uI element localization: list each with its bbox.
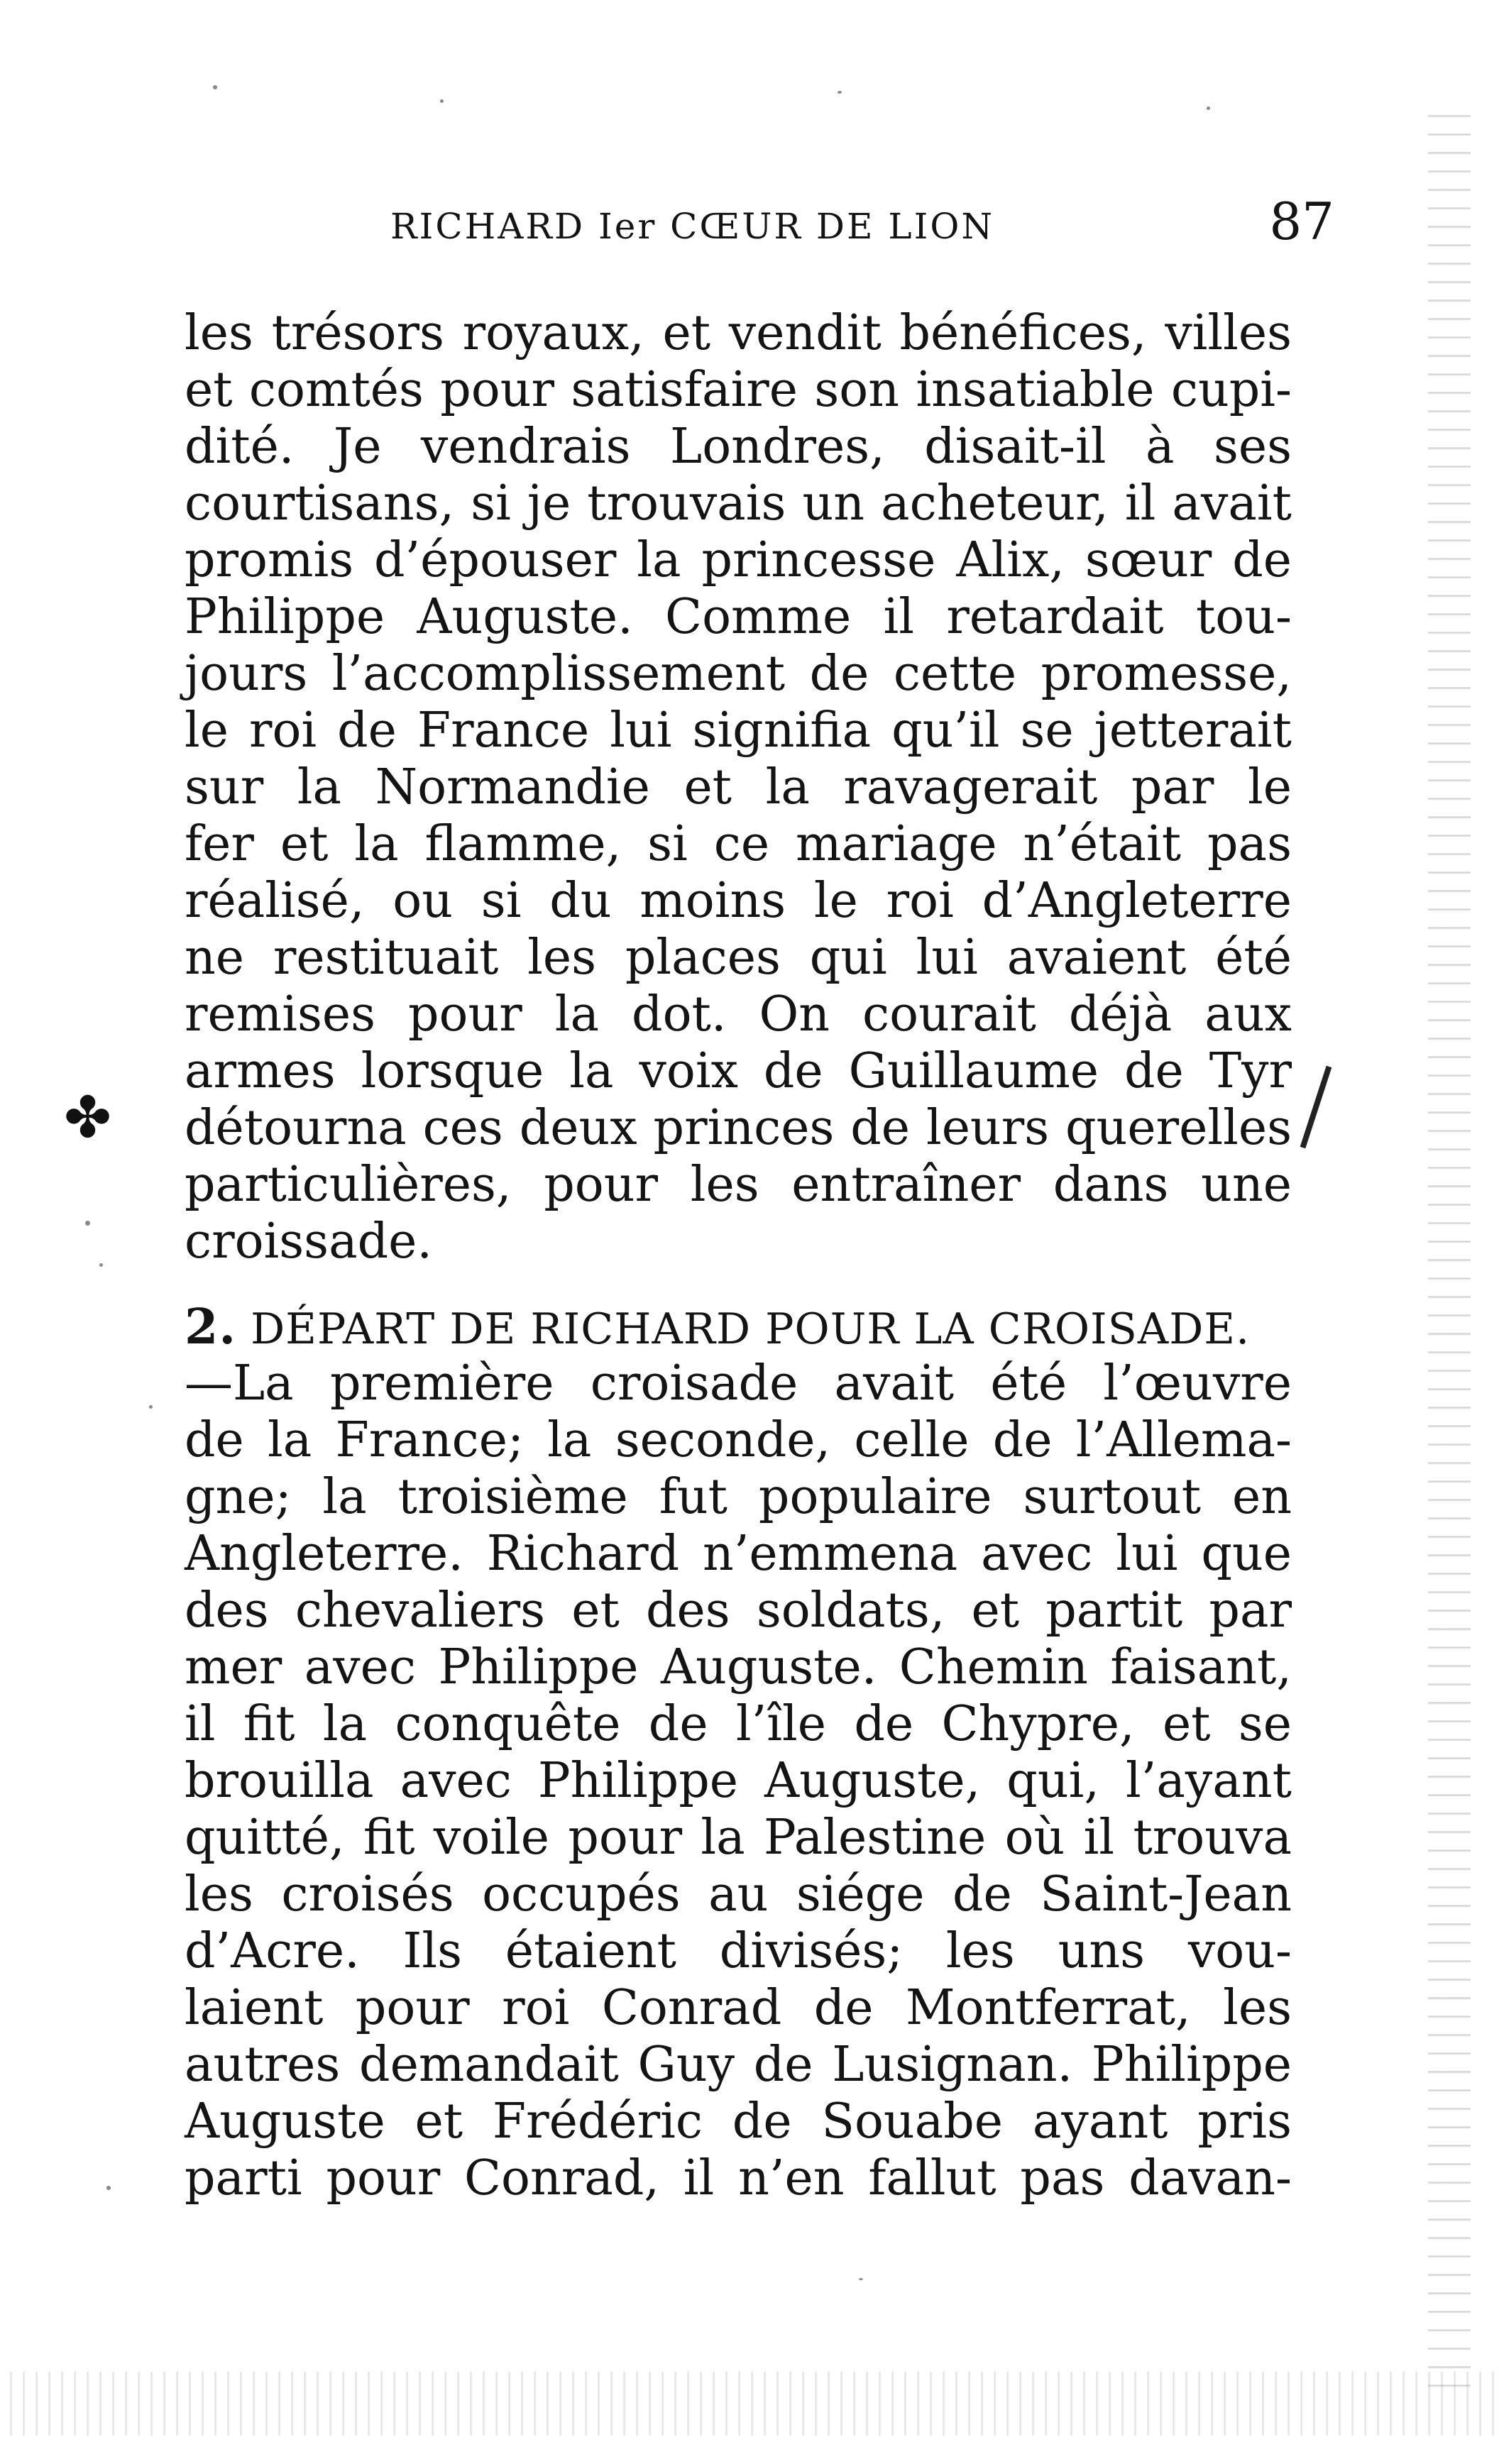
section-number: 2. [185, 1299, 236, 1355]
section-heading [185, 1299, 1292, 1355]
running-title: RICHARD Ier CŒUR DE LION [390, 206, 995, 247]
text-line: d’Acre. Ils étaient divisés; les uns vou- [185, 1923, 1292, 1979]
text-line: détourna ces deux princes de leurs querelles [185, 1100, 1292, 1156]
text-line: fer et la flamme, si ce mariage n’était pas [185, 816, 1292, 872]
text-line: remises pour la dot. On courait déjà aux [185, 986, 1292, 1043]
text-line: courtisans, si je trouvais un acheteur, il avait [185, 475, 1292, 532]
speckle [85, 1221, 90, 1226]
text-line: ne restituait les places qui lui avaient été [185, 930, 1292, 986]
speckle [213, 85, 217, 89]
speckle [440, 99, 444, 103]
page-number: 87 [1269, 192, 1334, 251]
text-line: le roi de France lui signifia qu’il se jetterait [185, 703, 1292, 759]
text-line: Auguste et Frédéric de Souabe ayant pris [185, 2094, 1292, 2150]
text-line: brouilla avec Philippe Auguste, qui, l’ayant [185, 1753, 1292, 1809]
scan-edge-noise [1428, 99, 1471, 2399]
text-line: particulières, pour les entraîner dans une [185, 1157, 1292, 1213]
text-line: armes lorsque la voix de Guillaume de Tyr [185, 1043, 1292, 1099]
section-title: DÉPART DE RICHARD POUR LA CROISADE. [251, 1304, 1251, 1354]
text-line: il fit la conquête de l’île de Chypre, et se [185, 1696, 1292, 1752]
speckle [99, 1263, 103, 1267]
handwritten-slash-mark [1300, 1066, 1332, 1149]
ink-blot-mark: ✤ [64, 1084, 112, 1150]
text-line: —La première croisade avait été l’œuvre [185, 1355, 1292, 1412]
text-line: parti pour Conrad, il n’en fallut pas davan- [185, 2150, 1292, 2206]
text-line: les croisés occupés au siége de Saint-Jean [185, 1866, 1292, 1923]
body-text [185, 305, 1292, 2207]
speckle [859, 2278, 863, 2280]
speckle [106, 2186, 111, 2190]
text-line: gne; la troisième fut populaire surtout en [185, 1469, 1292, 1525]
text-line: Philippe Auguste. Comme il retardait tou- [185, 589, 1292, 645]
text-line: les trésors royaux, et vendit bénéfices, villes [185, 305, 1292, 361]
text-line: croissade. [185, 1214, 432, 1270]
text-line: quitté, fit voile pour la Palestine où il trouva [185, 1810, 1292, 1866]
scan-bottom-noise [0, 2372, 1499, 2436]
text-line: laient pour roi Conrad de Montferrat, les [185, 1980, 1292, 2036]
text-line: Angleterre. Richard n’emmena avec lui que [185, 1526, 1292, 1582]
speckle [149, 1405, 153, 1409]
paragraph-gap [185, 1270, 1292, 1299]
speckle [1207, 106, 1210, 110]
text-line: des chevaliers et des soldats, et partit par [185, 1583, 1292, 1639]
text-line: dité. Je vendrais Londres, disait-il à ses [185, 419, 1292, 475]
text-line: de la France; la seconde, celle de l’Allema- [185, 1412, 1292, 1468]
text-line: promis d’épouser la princesse Alix, sœur de [185, 532, 1292, 588]
text-line: et comtés pour satisfaire son insatiable cupi- [185, 362, 1292, 418]
text-line: réalisé, ou si du moins le roi d’Angleterre [185, 873, 1292, 929]
text-line: jours l’accomplissement de cette promesse, [185, 646, 1292, 702]
text-line: autres demandait Guy de Lusignan. Philippe [185, 2037, 1292, 2093]
speckle [838, 91, 842, 94]
page-header [390, 192, 1334, 270]
text-line: sur la Normandie et la ravagerait par le [185, 759, 1292, 815]
text-line: mer avec Philippe Auguste. Chemin faisant, [185, 1639, 1292, 1695]
